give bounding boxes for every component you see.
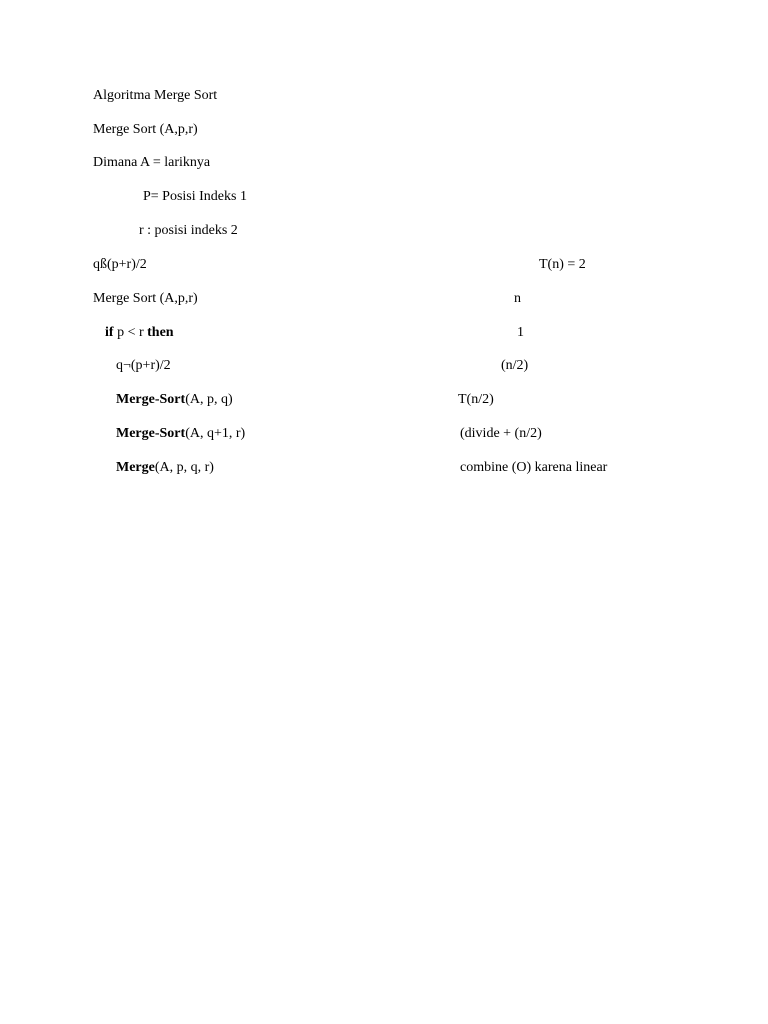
merge-sort-args-2: (A, q+1, r) (185, 426, 246, 441)
cost-merge: combine (O) karena linear (460, 460, 608, 475)
q-assign-line-2: q¬(p+r)/2 (116, 358, 171, 373)
if-condition: p < r (113, 325, 148, 340)
cost-merge-sort-1: T(n/2) (458, 392, 494, 407)
merge-sort-call-1 (116, 392, 233, 408)
if-keyword: if (105, 325, 114, 340)
cost-if: 1 (517, 325, 524, 340)
merge-sort-args-1: (A, p, q) (185, 392, 233, 407)
param-r-line: r : posisi indeks 2 (139, 223, 238, 238)
merge-call (116, 460, 214, 476)
cost-call: n (514, 291, 521, 306)
merge-sort-call-2 (116, 426, 245, 442)
merge-name: Merge (116, 460, 155, 475)
algorithm-signature: Merge Sort (A,p,r) (93, 122, 198, 137)
then-keyword: then (147, 325, 174, 340)
cost-q: (n/2) (501, 358, 529, 373)
cost-merge-sort-2: (divide + (n/2) (460, 426, 542, 441)
merge-args: (A, p, q, r) (154, 460, 214, 475)
q-assign-line: qß(p+r)/2 (93, 257, 147, 272)
if-line (105, 325, 174, 341)
cost-header: T(n) = 2 (539, 257, 586, 272)
merge-sort-name-2: Merge-Sort (116, 426, 186, 441)
merge-sort-name-1: Merge-Sort (116, 392, 186, 407)
document-title: Algoritma Merge Sort (93, 88, 218, 103)
call-line: Merge Sort (A,p,r) (93, 291, 198, 306)
where-line: Dimana A = lariknya (93, 155, 211, 170)
param-p-line: P= Posisi Indeks 1 (143, 189, 247, 204)
